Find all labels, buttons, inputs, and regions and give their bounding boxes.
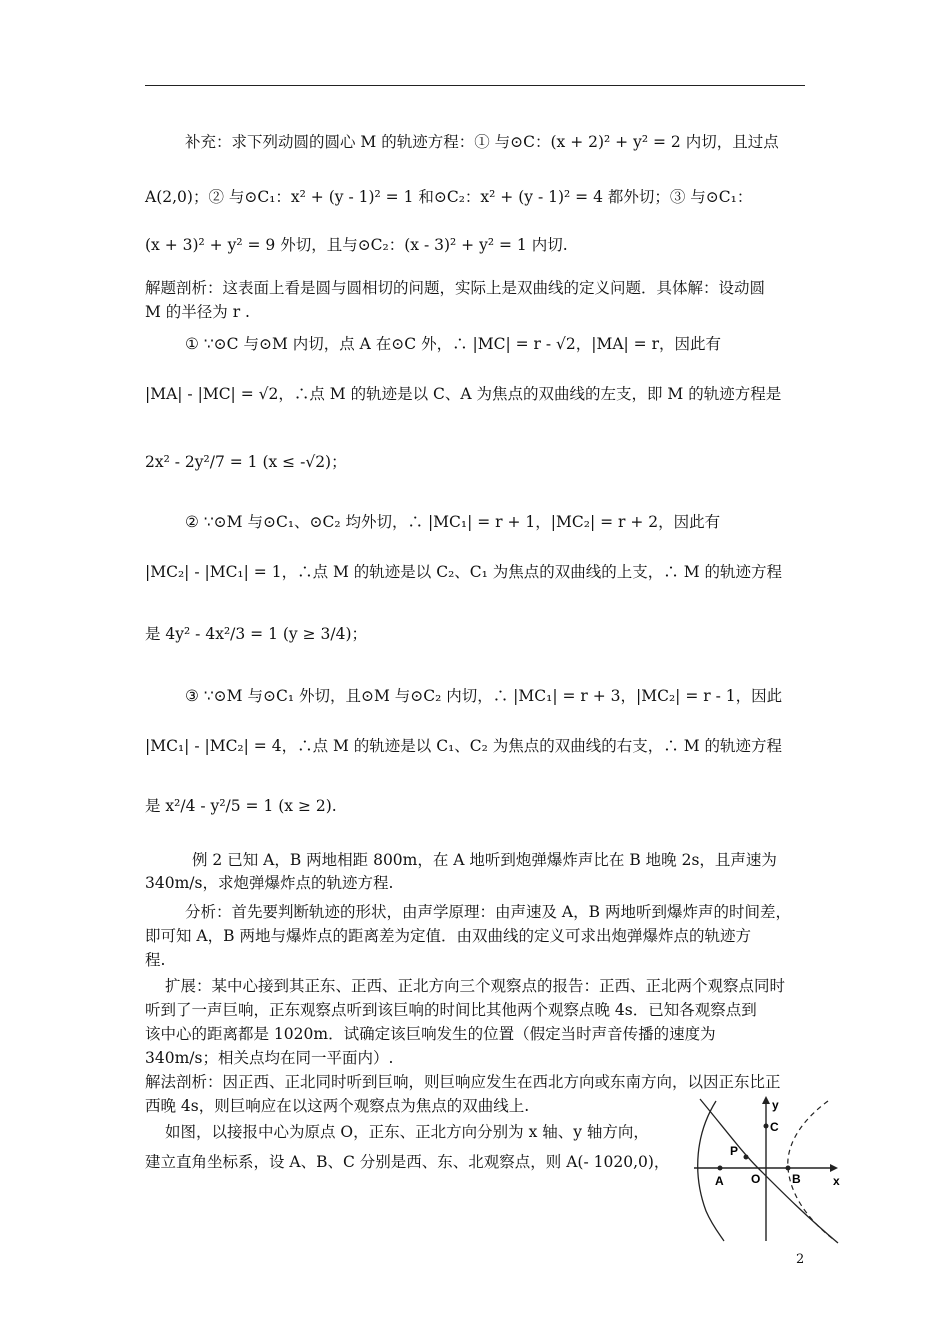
- label-p: P: [730, 1144, 739, 1158]
- text-line: 是 x²/4 - y²/5 = 1 (x ≥ 2).: [145, 797, 337, 815]
- left-hyperbola-branch: [698, 1101, 724, 1241]
- page-number: 2: [796, 1252, 805, 1267]
- text-line: ② ∵⊙M 与⊙C₁、⊙C₂ 均外切，∴ |MC₁| = r + 1，|MC₂| = r + 2，因此有: [185, 513, 721, 531]
- hyperbola-figure: [688, 1093, 848, 1245]
- text-line: 是 4y² - 4x²/3 = 1 (y ≥ 3/4)；: [145, 625, 368, 643]
- point-b: [786, 1166, 791, 1171]
- point-a: [718, 1166, 723, 1171]
- text-line: 扩展：某中心接到其正东、正西、正北方向三个观察点的报告：正西、正北两个观察点同时: [165, 977, 786, 995]
- text-line: 西晚 4s，则巨响应在以这两个观察点为焦点的双曲线上.: [145, 1097, 530, 1115]
- text-line: ③ ∵⊙M 与⊙C₁ 外切，且⊙M 与⊙C₂ 内切，∴ |MC₁| = r + 3，|MC₂| = r - 1，因此: [185, 687, 783, 705]
- x-axis-arrow: [830, 1164, 838, 1172]
- text-line: 例 2 已知 A，B 两地相距 800m，在 A 地听到炮弹爆炸声比在 B 地晚 2s，且声速为: [192, 851, 777, 869]
- label-o: O: [751, 1172, 761, 1186]
- text-line: 程.: [145, 951, 166, 969]
- text-line: (x + 3)² + y² = 9 外切，且与⊙C₂：(x - 3)² + y² = 1 内切.: [145, 236, 568, 254]
- text-line: A(2,0)；② 与⊙C₁：x² + (y - 1)² = 1 和⊙C₂：x² + (y - 1)² = 4 都外切；③ 与⊙C₁：: [145, 188, 753, 206]
- text-line: 340m/s，求炮弹爆炸点的轨迹方程.: [145, 874, 394, 892]
- text-line: 2x² - 2y²/7 = 1 (x ≤ -√2)；: [145, 453, 347, 471]
- y-axis-arrow: [762, 1096, 770, 1104]
- x-axis-label: x: [833, 1174, 840, 1188]
- text-line: 该中心的距离都是 1020m．试确定该巨响发生的位置（假定当时声音传播的速度为: [145, 1025, 716, 1043]
- text-line: 建立直角坐标系，设 A、B、C 分别是西、东、北观察点，则 A(- 1020,0)，: [145, 1153, 670, 1171]
- text-line: 解题剖析：这表面上看是圆与圆相切的问题，实际上是双曲线的定义问题．具体解：设动圆: [145, 279, 766, 297]
- dashed-right-branch: [788, 1101, 833, 1239]
- text-line: ① ∵⊙C 与⊙M 内切，点 A 在⊙C 外，∴ |MC| = r - √2，|MA| = r，因此有: [185, 335, 722, 353]
- text-line: 340m/s；相关点均在同一平面内）.: [145, 1049, 394, 1067]
- text-line: 如图，以接报中心为原点 O，正东、正北方向分别为 x 轴、y 轴方向，: [165, 1123, 649, 1141]
- text-line: 听到了一声巨响，正东观察点听到该巨响的时间比其他两个观察点晚 4s．已知各观察点到: [145, 1001, 757, 1019]
- text-line: |MA| - |MC| = √2，∴点 M 的轨迹是以 C、A 为焦点的双曲线的左支，即 M 的轨迹方程是: [145, 385, 782, 403]
- text-line: M 的半径为 r .: [145, 303, 250, 321]
- header-rule: [145, 85, 805, 86]
- hyperbola-branch-through-p: [700, 1099, 838, 1243]
- text-line: |MC₁| - |MC₂| = 4，∴点 M 的轨迹是以 C₁、C₂ 为焦点的双曲线的右支，∴ M 的轨迹方程: [145, 737, 783, 755]
- text-line: 即可知 A，B 两地与爆炸点的距离差为定值．由双曲线的定义可求出炮弹爆炸点的轨迹方: [145, 927, 751, 945]
- text-line: 分析：首先要判断轨迹的形状，由声学原理：由声速及 A，B 两地听到爆炸声的时间差，: [185, 903, 791, 921]
- point-c: [764, 1124, 769, 1129]
- text-line: 补充：求下列动圆的圆心 M 的轨迹方程：① 与⊙C：(x + 2)² + y² = 2 内切，且过点: [185, 133, 779, 151]
- label-a: A: [715, 1174, 724, 1188]
- point-p: [744, 1155, 749, 1160]
- label-b: B: [792, 1172, 801, 1186]
- text-line: 解法剖析：因正西、正北同时听到巨响，则巨响应发生在西北方向或东南方向，以因正东比正: [145, 1073, 781, 1091]
- y-axis-label: y: [772, 1098, 779, 1112]
- text-line: |MC₂| - |MC₁| = 1，∴点 M 的轨迹是以 C₂、C₁ 为焦点的双曲线的上支，∴ M 的轨迹方程: [145, 563, 783, 581]
- label-c: C: [770, 1120, 779, 1134]
